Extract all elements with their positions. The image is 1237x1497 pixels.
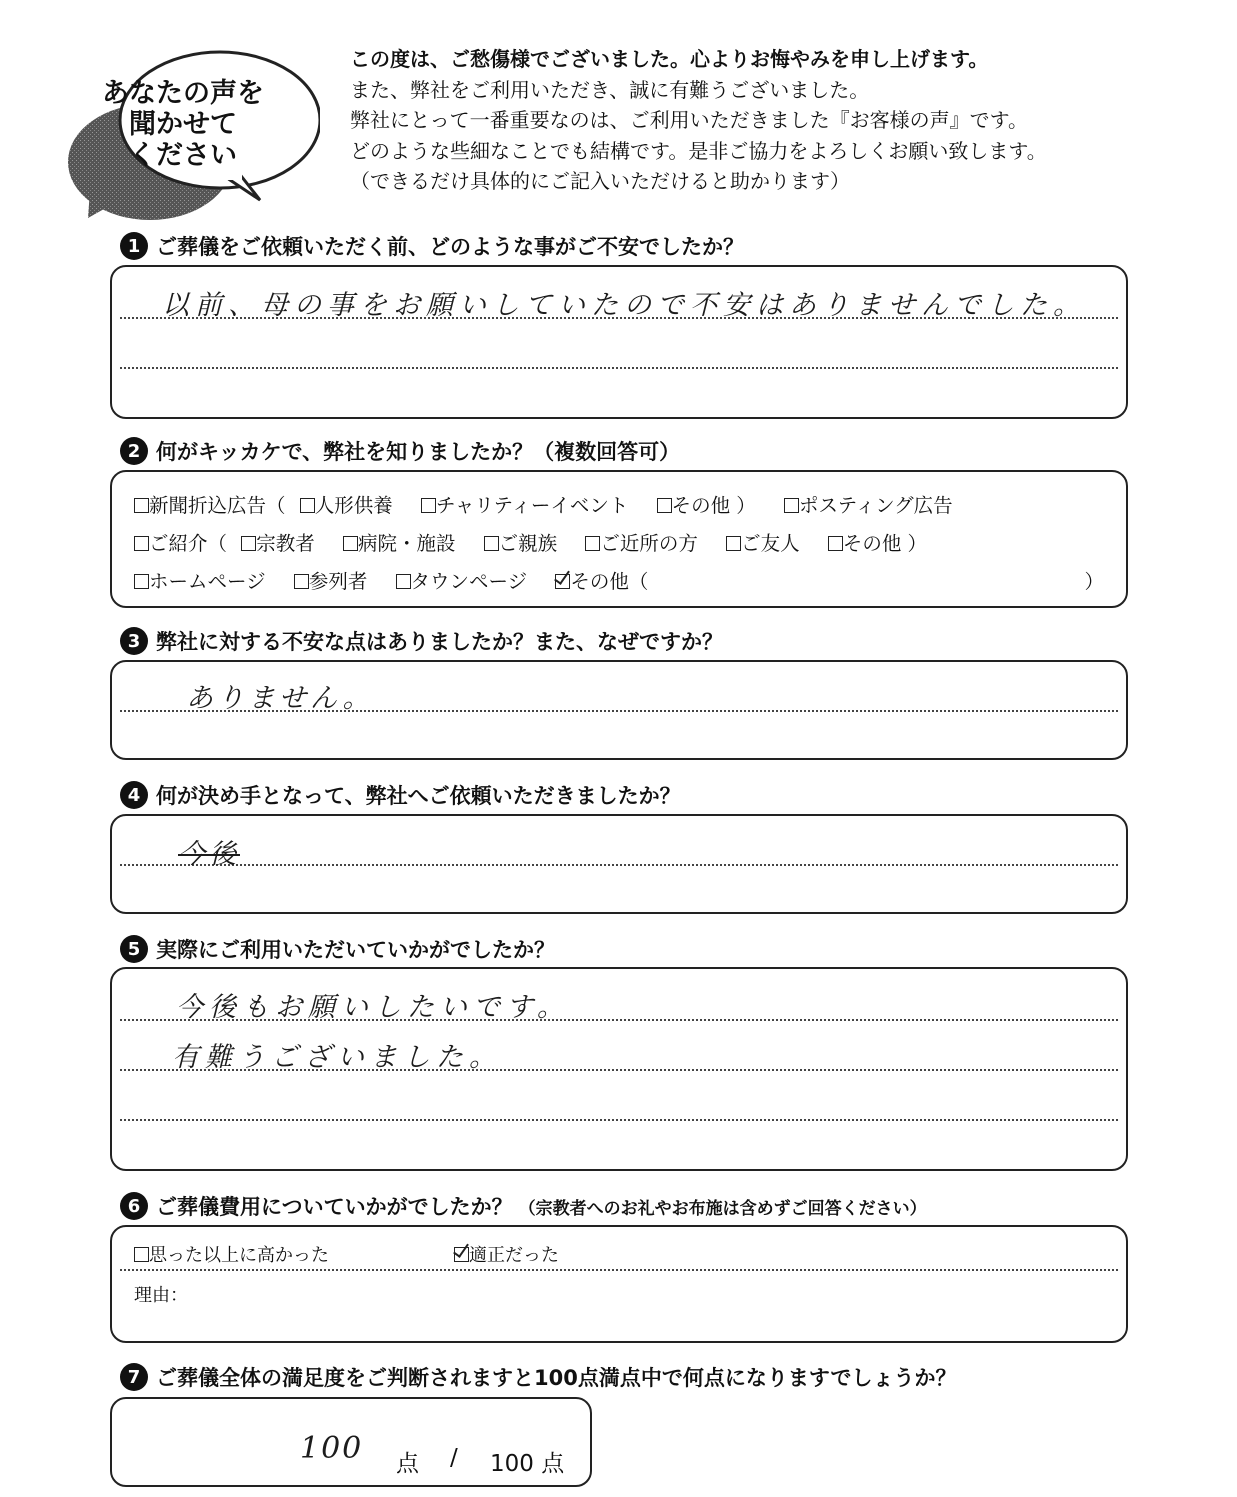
question-text: 実際にご利用いただいていかがでしたか？ xyxy=(156,938,555,962)
intro-line-3: 弊社にとって一番重要なのは、ご利用いただきました『お客様の声』です。 xyxy=(350,108,1028,132)
question-text: 弊社に対する不安な点はありましたか？また、なぜですか？ xyxy=(156,630,723,654)
question-text: ご葬儀費用についていかがでしたか？ xyxy=(156,1195,513,1219)
checkbox[interactable] xyxy=(300,498,315,513)
handwritten-answer-line-2: 有難うございました。 xyxy=(172,1042,502,1073)
score-unit: 点 xyxy=(396,1451,419,1477)
checkbox[interactable] xyxy=(421,498,436,513)
handwritten-score: 100 xyxy=(300,1431,364,1466)
question-number: 7 xyxy=(120,1363,148,1391)
options-row-1: 新聞折込広告（ 人形供養 チャリティーイベント その他 ） ポスティング広告 xyxy=(134,490,953,518)
question-text: 何がキッカケで、弊社を知りましたか？（複数回答可） xyxy=(156,440,681,464)
checkbox[interactable] xyxy=(784,498,799,513)
handwritten-answer-line-1: 今後もお願いしたいです。 xyxy=(176,992,570,1023)
handwritten-answer: ありません。 xyxy=(186,683,374,714)
options-row-2: ご紹介（ 宗教者 病院・施設 ご親族 ご近所の方 ご友人 その他 ） xyxy=(134,528,927,556)
question-5-heading xyxy=(120,934,555,964)
question-note: （宗教者へのお礼やお布施は含めずご回答ください） xyxy=(518,1198,927,1219)
checkbox[interactable] xyxy=(585,536,600,551)
question-number: 2 xyxy=(120,437,148,465)
answer-box-3[interactable] xyxy=(110,660,1128,760)
answer-box-5[interactable] xyxy=(110,967,1128,1171)
question-1-heading xyxy=(120,231,744,261)
score-box[interactable] xyxy=(110,1397,592,1487)
cost-option-appropriate: 適正だった xyxy=(454,1241,559,1267)
cost-options: 思った以上に高かった xyxy=(134,1241,329,1267)
bubble-title: あなたの声を 聞かせて ください xyxy=(102,78,264,171)
checkbox[interactable] xyxy=(484,536,499,551)
intro-line-5: （できるだけ具体的にご記入いただけると助かります） xyxy=(350,169,850,193)
question-7-heading xyxy=(120,1362,956,1392)
checkbox[interactable] xyxy=(134,498,149,513)
answer-box-6 xyxy=(110,1225,1128,1343)
intro-text xyxy=(350,44,1047,197)
score-max: 100 点 xyxy=(490,1451,565,1477)
answer-box-4[interactable] xyxy=(110,814,1128,914)
checkbox[interactable] xyxy=(134,536,149,551)
question-6-heading xyxy=(120,1191,927,1221)
question-number: 6 xyxy=(120,1192,148,1220)
question-4-heading xyxy=(120,780,681,810)
reason-label: 理由： xyxy=(134,1285,188,1306)
score-slash: / xyxy=(450,1445,458,1471)
checkbox[interactable] xyxy=(828,536,843,551)
checkbox-checked[interactable] xyxy=(555,574,570,589)
question-text: 何が決め手となって、弊社へご依頼いただきましたか？ xyxy=(156,784,681,808)
intro-line-4: どのような些細なことでも結構です。是非ご協力をよろしくお願い致します。 xyxy=(350,138,1047,163)
question-number: 5 xyxy=(120,935,148,963)
checkbox[interactable] xyxy=(726,536,741,551)
handwritten-answer-crossed-out: 今後 xyxy=(178,839,240,870)
checkbox-checked[interactable] xyxy=(454,1247,469,1262)
checkbox[interactable] xyxy=(396,574,411,589)
answer-box-1[interactable] xyxy=(110,265,1128,419)
checkbox[interactable] xyxy=(134,574,149,589)
checkbox[interactable] xyxy=(657,498,672,513)
question-text: ご葬儀全体の満足度をご判断されますと100点満点中で何点になりますでしょうか？ xyxy=(156,1366,957,1390)
checkbox[interactable] xyxy=(294,574,309,589)
question-3-heading xyxy=(120,626,723,656)
checkbox[interactable] xyxy=(343,536,358,551)
checkbox[interactable] xyxy=(241,536,256,551)
intro-line-1: この度は、ご愁傷様でございました。心よりお悔やみを申し上げます。 xyxy=(350,47,989,71)
options-row-3: ホームページ 参列者 タウンページ その他（ ） xyxy=(134,566,1104,594)
question-number: 4 xyxy=(120,781,148,809)
checkbox[interactable] xyxy=(134,1247,149,1262)
handwritten-answer: 以前、母の事をお願いしていたので不安はありませんでした。 xyxy=(162,290,1086,321)
options-box-2 xyxy=(110,470,1128,608)
question-text: ご葬儀をご依頼いただく前、どのような事がご不安でしたか？ xyxy=(156,235,744,259)
intro-line-2: また、弊社をご利用いただき、誠に有難うございました。 xyxy=(350,77,870,102)
question-2-heading xyxy=(120,436,680,466)
question-number: 3 xyxy=(120,627,148,655)
question-number: 1 xyxy=(120,232,148,260)
